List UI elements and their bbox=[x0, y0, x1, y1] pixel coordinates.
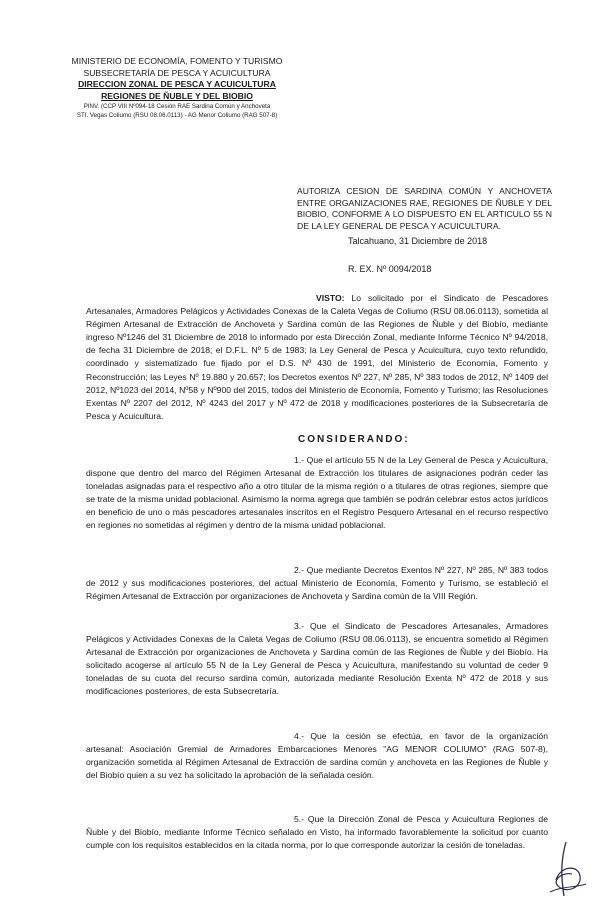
ministry-line: MINISTERIO DE ECONOMÍA, FOMENTO Y TURISMO bbox=[71, 56, 283, 66]
visto-text: Lo solicitado por el Sindicato de Pescadores Artesanales, Armadores Pelágicos y Actividades Conexas de la Caleta Vegas de Coliumo (RSU 08.06.0113), sometida al Régimen Artesanal de Extracción de Anchoveta y Sardina común de las Regiones de Ñuble y del Biobío, mediante ingreso Nº1246 del 31 Diciembre de 2018 lo informado por esta Dirección Zonal, mediante Informe Técnico Nº 94/2018, de fecha 31 Diciembre de 2018; el D.F.L. Nº 5 de 1983; la Ley General de Pesca y Acuicultura, cuyo texto refundido, coordinado y sistematizado fue fijado por el D.S. Nº 430 de 1991, del Ministerio de Economía, Fomento y Reconstrucción; las Leyes Nº 19.880 y 20.657; los Decretos exentos Nº 227, Nº 285, Nº 383 todos de 2012, Nº 1409 del 2012, Nº1023 del 2014, Nº58 y Nº900 del 2015, todos del Ministerio de Economía, Fomento y Turismo; las Resoluciones Exentas Nº 2207 del 2012, Nº 4243 del 2017 y Nº 472 de 2018 y modificaciones posteriores de la Subsecretaría de Pesca y Acuicultura. bbox=[86, 293, 548, 421]
letterhead bbox=[52, 56, 302, 120]
subsecretariat-line: SUBSECRETARÍA DE PESCA Y ACUICULTURA bbox=[83, 67, 271, 78]
considerando-text: 1.- Que el artículo 55 N de la Ley General de Pesca y Acuicultura, dispone que dentro del marco del Régimen Artesanal de Extracción los titulares de asignaciones podrán ceder las toneladas asignadas para el respectivo año a otro titular de la misma región o a titulares de otras regiones, siempre que se trate de la misma unidad poblacional. Asimismo la norma agrega que también se podrán celebrar estos actos jurídicos en beneficio de uno o más pescadores artesanales inscritos en el Registro Pesquero Artesanal en el recurso respectivo en regiones no sometidas al régimen y dentro de la misma unidad poblacional. bbox=[86, 455, 548, 531]
resolution-summary: AUTORIZA CESION DE SARDINA COMÚN Y ANCHOVETA ENTRE ORGANIZACIONES RAE, REGIONES DE ÑUBLE Y DEL BIOBIO, CONFORME A LO DISPUESTO EN EL ARTICULO 55 N DE LA LEY GENERAL DE PESCA Y ACUICULTURA. bbox=[297, 186, 552, 231]
zonal-direction-line: DIRECCION ZONAL DE PESCA Y ACUICULTURA bbox=[78, 79, 276, 89]
considerando-text: 3.- Que el Sindicato de Pescadores Artesanales, Armadores Pelágicos y Actividades Conexas de la Caleta Vegas de Coliumo (RSU 08.06.0113), se encuentra sometido al Régimen Artesanal de Extracción por organizaciones de Anchoveta y Sardina común de las Regiones de Ñuble y del Biobío. Ha solicitado acogerse al artículo 55 N de la Ley General de Pesca y Acuicultura, manifestando su voluntad de ceder 9 toneladas de su cuota del recurso sardina común, autorizada mediante Resolución Exenta Nº 472 de 2018 y sus modificaciones posteriores, de esta Subsecretaría. bbox=[86, 621, 548, 697]
considerando-text: 2.- Que mediante Decretos Exentos Nº 227, Nº 285, Nº 383 todos de 2012 y sus modificaciones posteriores, del actual Ministerio de Economía, Fomento y Turismo, se estableció el Régimen Artesanal de Extracción por organizaciones de Anchoveta y Sardina común de la VIII Región. bbox=[86, 565, 548, 602]
resolution-number: R. EX. Nº 0094/2018 bbox=[348, 264, 432, 274]
regions-line: REGIONES DE ÑUBLE Y DEL BIOBIO bbox=[101, 90, 253, 101]
considerando-2 bbox=[86, 564, 548, 603]
considerando-4 bbox=[86, 730, 548, 782]
place-date: Talcahuano, 31 Diciembre de 2018 bbox=[348, 236, 488, 246]
considerando-5 bbox=[86, 813, 548, 852]
considerando-text: 4.- Que la cesión se efectúa, en favor de la organización artesanal: Asociación Gremial de Armadores Embarcaciones Menores "AG MENOR COLIUMO" (RAG 507-8), organización sometida al Régimen Artesanal de Extracción de sardina común y anchoveta en las Regiones de Ñuble y del Biobío quien a su vez ha solicitado la aprobación de la señalada cesión. bbox=[86, 731, 548, 781]
considerando-heading: CONSIDERANDO: bbox=[298, 434, 410, 445]
considerando-text: 5.- Que la Dirección Zonal de Pesca y Acuicultura Regiones de Ñuble y del Biobío, mediante Informe Técnico señalado en Visto, ha informado favorablemente la solicitud por cuanto cumple con los requisitos establecidos en la citada norma, por lo que corresponde autorizar la cesión de toneladas. bbox=[86, 814, 548, 851]
visto-paragraph bbox=[86, 292, 548, 423]
considerando-1 bbox=[86, 454, 548, 533]
parties-reference-line: STI. Vegas Coliumo (RSU 08.06.0113) - AG Menor Coliumo (RAG 507-8) bbox=[76, 112, 278, 119]
handwritten-initials bbox=[536, 836, 594, 904]
visto-label: VISTO: bbox=[316, 293, 345, 303]
considerando-3 bbox=[86, 620, 548, 699]
file-reference-line: PINV. (CCP VIII Nº094-18 Cesión RAE Sardina Común y Anchoveta bbox=[83, 103, 271, 110]
